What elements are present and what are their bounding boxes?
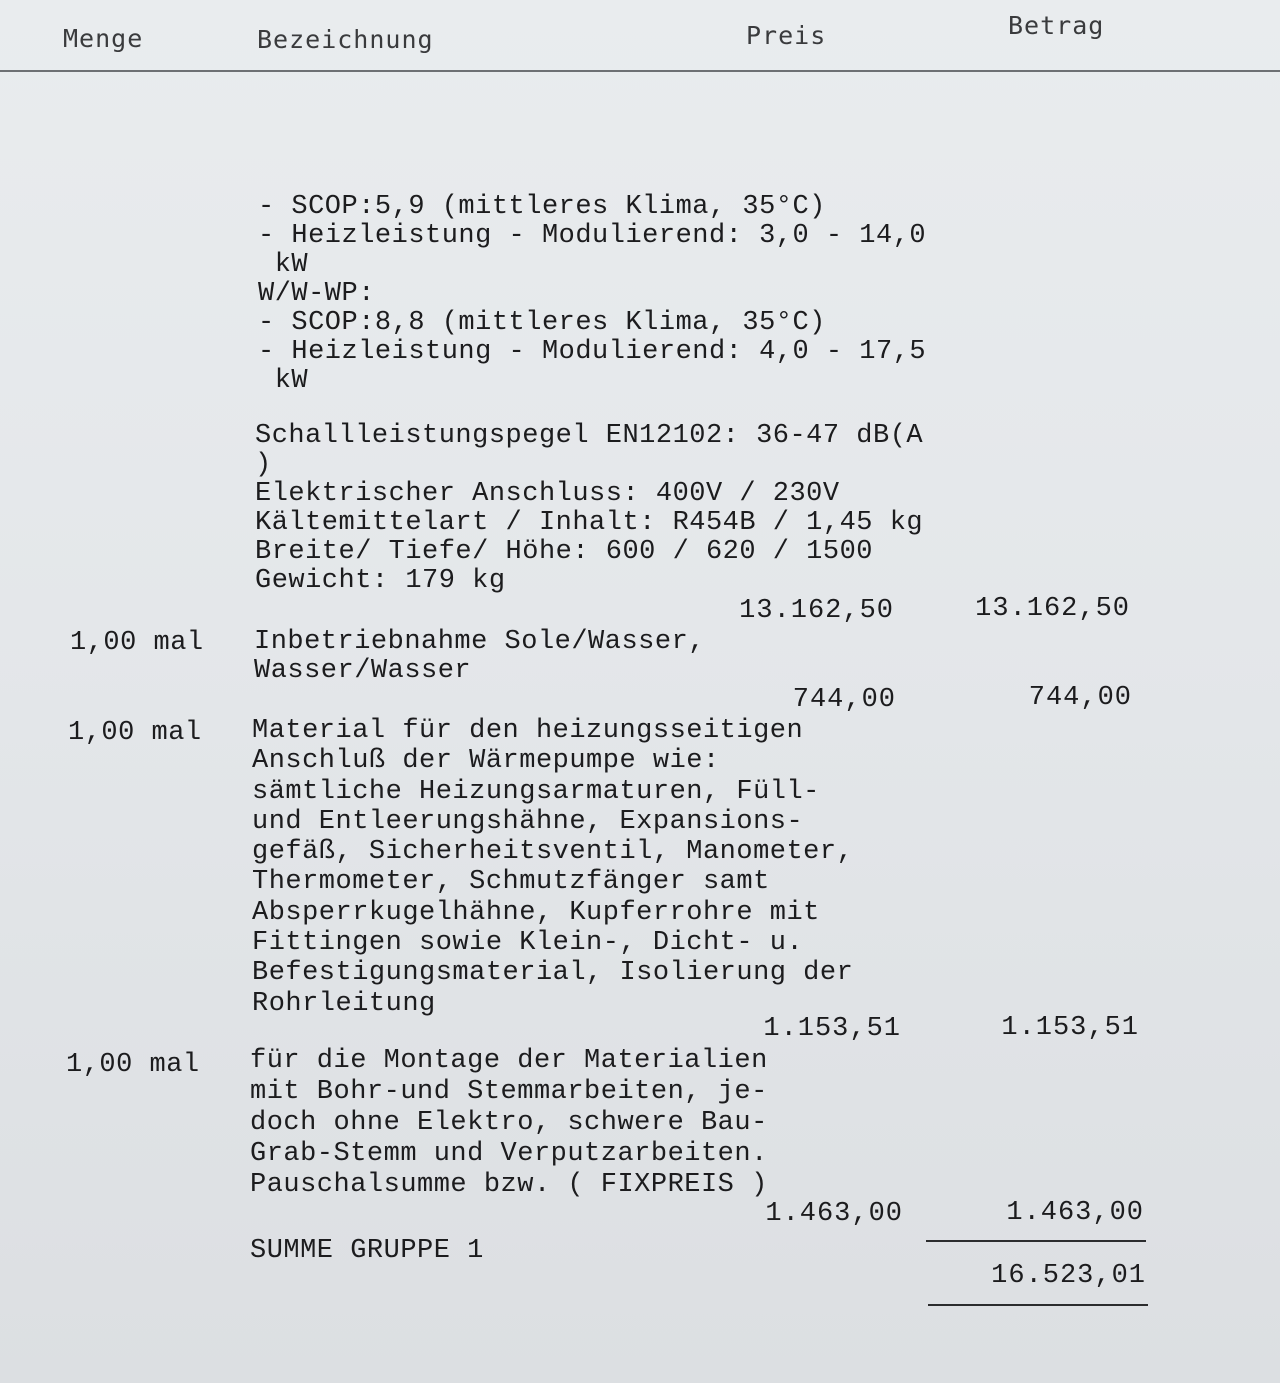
item-quantity: 1,00 mal — [70, 628, 204, 658]
spec-line: Schallleistungspegel EN12102: 36-47 dB(A — [255, 421, 924, 451]
table-header — [0, 0, 1280, 72]
spec-line: kW — [258, 250, 309, 280]
item-line: für die Montage der Materialien — [250, 1046, 768, 1076]
item-line: Fittingen sowie Klein-, Dicht- u. — [252, 928, 804, 959]
item-amount: 1.153,51 — [1001, 1013, 1139, 1043]
summary-rule-bottom — [928, 1304, 1148, 1306]
column-header-betrag: Betrag — [1008, 11, 1105, 40]
item-quantity: 1,00 mal — [68, 718, 202, 748]
item-description — [252, 716, 853, 1019]
spec-line: - Heizleistung - Modulierend: 4,0 - 17,5 — [258, 337, 927, 367]
item-line: Absperrkugelhähne, Kupferrohre mit — [252, 897, 820, 928]
spec-line: - Heizleistung - Modulierend: 3,0 - 14,0 — [258, 221, 927, 251]
item-price: 1.153,51 — [763, 1014, 901, 1044]
item-line: gefäß, Sicherheitsventil, Manometer, — [252, 837, 854, 868]
item-line: Thermometer, Schmutzfänger samt — [252, 867, 770, 898]
item-line: Rohrleitung — [252, 988, 436, 1019]
spec-block-2 — [255, 422, 923, 596]
item-description — [250, 1046, 768, 1201]
column-header-bezeichnung: Bezeichnung — [257, 25, 434, 54]
item-line: sämtliche Heizungsarmaturen, Füll- — [252, 776, 820, 807]
summary-rule-top — [926, 1240, 1146, 1242]
spec-line: Kältemittelart / Inhalt: R454B / 1,45 kg — [255, 508, 924, 538]
spec-block-1 — [258, 193, 926, 396]
summary-total: 16.523,01 — [991, 1261, 1146, 1291]
item-line: Anschluß der Wärmepumpe wie: — [252, 746, 720, 777]
item-line: Befestigungsmaterial, Isolierung der — [252, 958, 854, 989]
item-line: mit Bohr-und Stemmarbeiten, je- — [250, 1077, 768, 1107]
item-line: Grab-Stemm und Verputzarbeiten. — [250, 1139, 768, 1169]
spec-line: - SCOP:5,9 (mittleres Klima, 35°C) — [258, 192, 826, 222]
column-header-menge: Menge — [63, 24, 144, 53]
spec-line: W/W-WP: — [258, 279, 375, 309]
item-description — [254, 628, 705, 686]
column-header-preis: Preis — [746, 21, 827, 50]
item-price: 1.463,00 — [765, 1199, 903, 1229]
spec-line: ) — [255, 450, 272, 480]
item-price: 13.162,50 — [739, 596, 894, 626]
spec-line: - SCOP:8,8 (mittleres Klima, 35°C) — [258, 308, 826, 338]
item-amount: 1.463,00 — [1006, 1198, 1144, 1228]
item-amount: 744,00 — [1028, 683, 1132, 713]
spec-line: kW — [258, 366, 309, 396]
item-quantity: 1,00 mal — [66, 1050, 200, 1080]
item-line: doch ohne Elektro, schwere Bau- — [250, 1108, 768, 1138]
summary-label: SUMME GRUPPE 1 — [250, 1236, 484, 1266]
item-line: und Entleerungshähne, Expansions- — [252, 806, 804, 837]
spec-line: Elektrischer Anschluss: 400V / 230V — [255, 479, 840, 509]
item-line: Pauschalsumme bzw. ( FIXPREIS ) — [250, 1170, 768, 1200]
spec-line: Breite/ Tiefe/ Höhe: 600 / 620 / 1500 — [255, 537, 873, 567]
spec-line: Gewicht: 179 kg — [255, 566, 506, 596]
item-line: Inbetriebnahme Sole/Wasser, — [254, 627, 705, 657]
item-line: Material für den heizungsseitigen — [252, 716, 804, 746]
item-price: 744,00 — [792, 685, 896, 715]
item-line: Wasser/Wasser — [254, 656, 472, 686]
item-amount: 13.162,50 — [975, 594, 1130, 624]
